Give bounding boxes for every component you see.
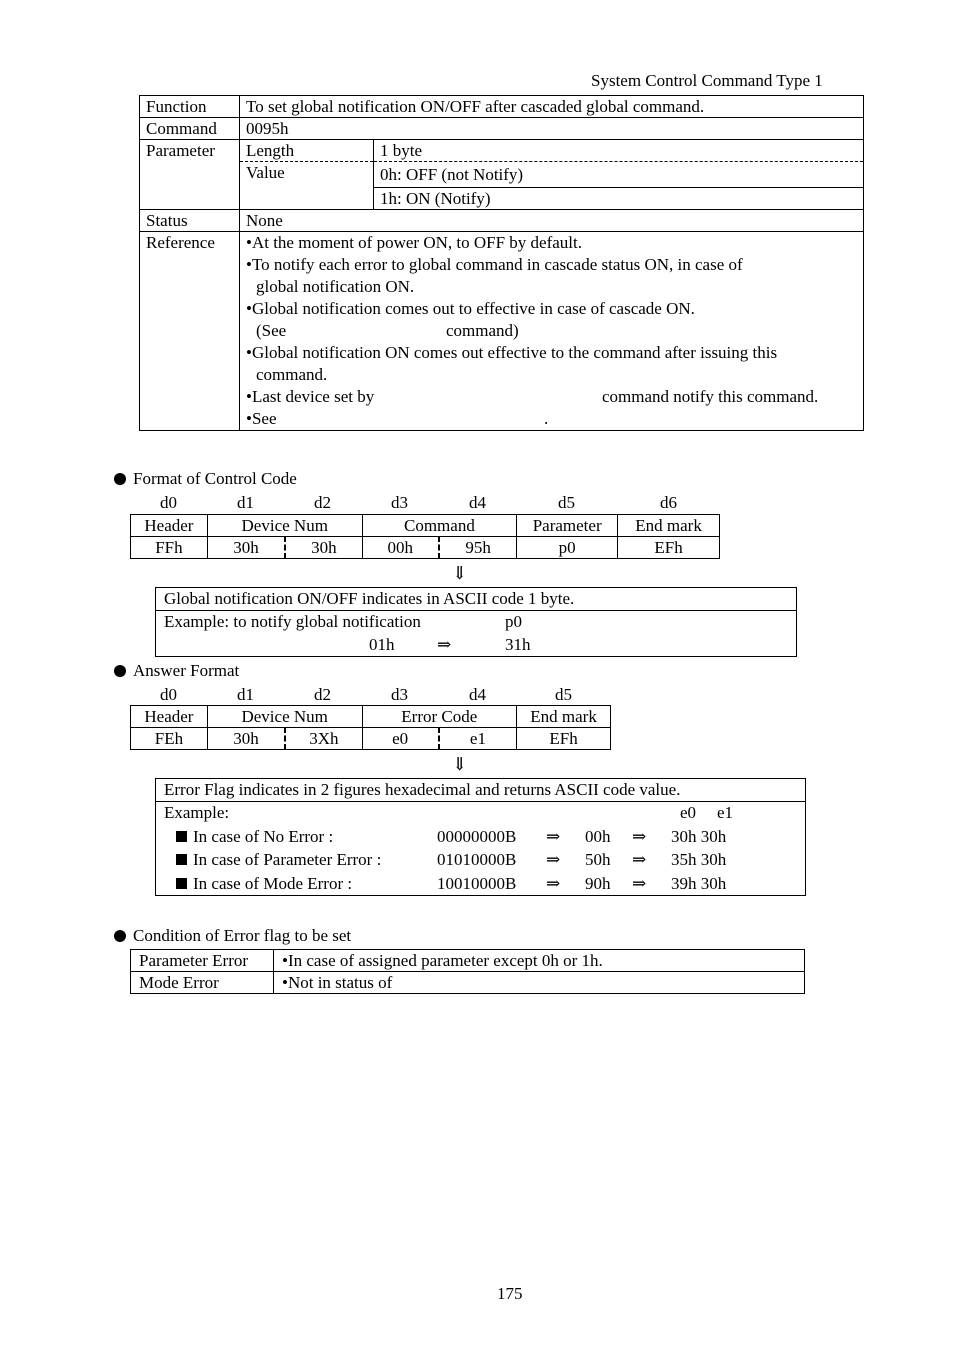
end-mark-cell: End mark: [618, 515, 720, 537]
table-row: [131, 972, 805, 994]
value-cell: FEh: [131, 728, 208, 750]
reference-line: •To notify each error to global command in cascade status ON, in case of: [246, 255, 743, 274]
control-note-box: [155, 587, 797, 657]
end-mark-cell: End mark: [517, 706, 611, 728]
right-arrow-icon: ⇒: [546, 874, 561, 893]
bullet-icon: [114, 665, 126, 677]
error-conditions-table: [130, 949, 805, 994]
error-code-cell: Error Code: [362, 706, 517, 728]
answer-note-box: [155, 778, 806, 896]
value-cell: e0: [362, 728, 439, 750]
error-name: Mode Error: [131, 972, 274, 994]
case-binary: 10010000B: [437, 874, 517, 893]
case-ascii: 35h 30h: [671, 850, 727, 869]
answer-format-table: [130, 705, 611, 750]
example-label: Example: to notify global notification: [164, 612, 421, 631]
index-label: d0: [160, 685, 177, 704]
device-num-cell: Device Num: [207, 706, 362, 728]
right-arrow-icon: ⇒: [632, 850, 647, 869]
control-code-table: [130, 514, 720, 559]
reference-line: •See: [246, 409, 277, 428]
page-number: 175: [497, 1284, 523, 1303]
page-header: System Control Command Type 1: [591, 71, 823, 90]
case-binary: 00000000B: [437, 827, 517, 846]
value-cell: 30h: [207, 728, 285, 750]
command-spec-table: [139, 95, 864, 431]
down-arrow-icon: ⇓: [452, 754, 468, 774]
case-label: In case of Parameter Error :: [193, 850, 382, 869]
length-label: Length: [240, 140, 374, 162]
e0-label: e0: [680, 803, 697, 822]
reference-line: •Global notification ON comes out effective to the command after issuing this: [246, 343, 778, 362]
example-from: 01h: [369, 635, 395, 654]
status-label: Status: [140, 210, 240, 232]
note-title: Error Flag indicates in 2 figures hexadecimal and returns ASCII code value.: [164, 780, 681, 799]
example-label: Example:: [164, 803, 230, 822]
index-label: d6: [660, 493, 677, 512]
index-label: d2: [314, 685, 331, 704]
value-cell: FFh: [131, 537, 208, 559]
value-option-off: 0h: OFF (not Notify): [374, 162, 864, 188]
index-label: d2: [314, 493, 331, 512]
function-label: Function: [140, 96, 240, 118]
case-ascii: 39h 30h: [671, 874, 727, 893]
square-bullet-icon: [176, 854, 187, 865]
header-cell: Header: [131, 706, 208, 728]
down-arrow-icon: ⇓: [452, 563, 468, 583]
value-option-on: 1h: ON (Notify): [374, 188, 864, 210]
reference-line: global notification ON.: [256, 277, 415, 296]
index-label: d1: [237, 685, 254, 704]
right-arrow-icon: ⇒: [546, 827, 561, 846]
reference-line: •Last device set by: [246, 387, 375, 406]
value-cell: 3Xh: [285, 728, 362, 750]
bullet-icon: [114, 930, 126, 942]
header-cell: Header: [131, 515, 208, 537]
reference-line: command notify this command.: [602, 387, 819, 406]
reference-label: Reference: [140, 232, 240, 431]
case-hex: 50h: [585, 850, 611, 869]
index-label: d1: [237, 493, 254, 512]
length-value: 1 byte: [374, 140, 864, 162]
square-bullet-icon: [176, 831, 187, 842]
command-value: 0095h: [240, 118, 864, 140]
index-label: d3: [391, 493, 408, 512]
e1-label: e1: [717, 803, 734, 822]
example-to: 31h: [505, 635, 531, 654]
index-label: d4: [469, 685, 486, 704]
value-cell: p0: [517, 537, 618, 559]
answer-format-title: Answer Format: [133, 661, 240, 680]
error-desc: •Not in status of: [274, 972, 805, 994]
reference-line: command): [446, 321, 519, 340]
table-row: [131, 950, 805, 972]
case-hex: 00h: [585, 827, 611, 846]
reference-line: .: [544, 409, 549, 428]
command-label: Command: [140, 118, 240, 140]
case-binary: 01010000B: [437, 850, 517, 869]
value-cell: 00h: [362, 537, 439, 559]
reference-line: command.: [256, 365, 328, 384]
right-arrow-icon: ⇒: [437, 635, 452, 654]
device-num-cell: Device Num: [207, 515, 362, 537]
index-label: d0: [160, 493, 177, 512]
square-bullet-icon: [176, 878, 187, 889]
note-title: Global notification ON/OFF indicates in ASCII code 1 byte.: [164, 589, 575, 608]
right-arrow-icon: ⇒: [632, 874, 647, 893]
case-hex: 90h: [585, 874, 611, 893]
value-label: Value: [240, 162, 374, 210]
example-p0: p0: [505, 612, 522, 631]
index-label: d3: [391, 685, 408, 704]
reference-line: (See: [256, 321, 287, 340]
index-label: d5: [555, 685, 572, 704]
value-cell: EFh: [517, 728, 611, 750]
case-label: In case of Mode Error :: [193, 874, 353, 893]
control-format-title: Format of Control Code: [133, 469, 297, 488]
bullet-icon: [114, 473, 126, 485]
reference-body: [240, 232, 864, 431]
command-cell: Command: [362, 515, 517, 537]
case-ascii: 30h 30h: [671, 827, 727, 846]
error-desc: •In case of assigned parameter except 0h or 1h.: [274, 950, 805, 972]
right-arrow-icon: ⇒: [546, 850, 561, 869]
value-cell: 95h: [439, 537, 517, 559]
case-label: In case of No Error :: [193, 827, 334, 846]
index-label: d5: [558, 493, 575, 512]
function-value: To set global notification ON/OFF after cascaded global command.: [240, 96, 864, 118]
error-name: Parameter Error: [131, 950, 274, 972]
reference-line: •At the moment of power ON, to OFF by default.: [246, 233, 582, 252]
right-arrow-icon: ⇒: [632, 827, 647, 846]
value-cell: 30h: [207, 537, 285, 559]
value-cell: EFh: [618, 537, 720, 559]
index-label: d4: [469, 493, 486, 512]
reference-line: •Global notification comes out to effective in case of cascade ON.: [246, 299, 695, 318]
value-cell: e1: [439, 728, 517, 750]
parameter-cell: Parameter: [517, 515, 618, 537]
parameter-label: Parameter: [140, 140, 240, 210]
status-value: None: [240, 210, 864, 232]
error-conditions-title: Condition of Error flag to be set: [133, 926, 352, 945]
value-cell: 30h: [285, 537, 362, 559]
